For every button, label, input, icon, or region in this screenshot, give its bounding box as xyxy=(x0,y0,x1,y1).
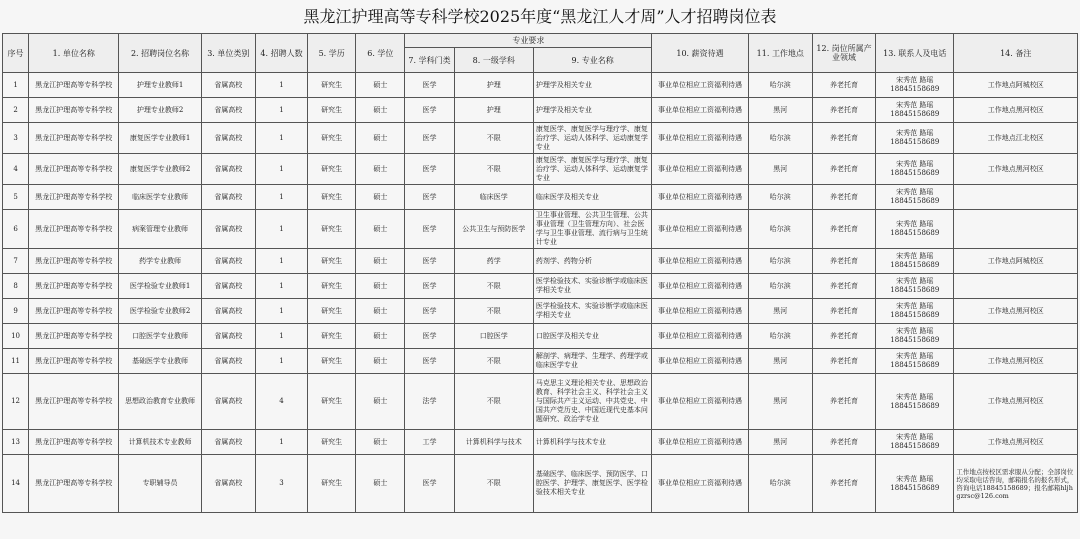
cell-position: 口腔医学专业教师 xyxy=(119,324,201,349)
cell-seq: 1 xyxy=(3,73,29,98)
cell-location: 哈尔滨 xyxy=(748,210,812,249)
cell-category: 医学 xyxy=(405,123,454,154)
cell-education: 研究生 xyxy=(308,73,356,98)
cell-unit-name: 黑龙江护理高等专科学校 xyxy=(29,430,119,455)
cell-remark xyxy=(954,324,1078,349)
cell-remark: 工作地点阿城校区 xyxy=(954,249,1078,274)
cell-count: 1 xyxy=(255,299,307,324)
cell-remark: 工作地点黑河校区 xyxy=(954,374,1078,430)
cell-seq: 8 xyxy=(3,274,29,299)
cell-unit-type: 省属高校 xyxy=(201,210,255,249)
cell-contact xyxy=(876,123,954,154)
cell-unit-name: 黑龙江护理高等专科学校 xyxy=(29,274,119,299)
cell-category: 医学 xyxy=(405,299,454,324)
cell-first-level: 不限 xyxy=(454,299,533,324)
cell-remark: 工作地点黑河校区 xyxy=(954,349,1078,374)
cell-salary: 事业单位相应工资福利待遇 xyxy=(652,73,748,98)
cell-salary: 事业单位相应工资福利待遇 xyxy=(652,154,748,185)
page-title: 黑龙江护理高等专科学校2025年度“黑龙江人才周”人才招聘岗位表 xyxy=(303,7,777,26)
cell-remark: 工作地点按校区需求服从分配；全部岗位均采取电话咨询，邮箱报名的报名形式，咨询电话18845158689；报名邮箱hljhgzrsc@126.com xyxy=(954,455,1078,513)
cell-unit-name: 黑龙江护理高等专科学校 xyxy=(29,374,119,430)
cell-position: 护理专业教师2 xyxy=(119,98,201,123)
cell-first-level: 不限 xyxy=(454,123,533,154)
cell-first-level: 临床医学 xyxy=(454,185,533,210)
recruitment-table xyxy=(2,33,1078,513)
table-row xyxy=(3,123,1078,154)
contact-phone: 18845158689 xyxy=(890,197,940,205)
cell-industry: 养老托育 xyxy=(812,123,875,154)
cell-industry: 养老托育 xyxy=(812,249,875,274)
cell-unit-name: 黑龙江护理高等专科学校 xyxy=(29,210,119,249)
cell-industry: 养老托育 xyxy=(812,455,875,513)
cell-first-level: 不限 xyxy=(454,349,533,374)
cell-category: 法学 xyxy=(405,374,454,430)
cell-unit-type: 省属高校 xyxy=(201,374,255,430)
cell-location: 哈尔滨 xyxy=(748,73,812,98)
cell-degree: 硕士 xyxy=(356,98,405,123)
cell-unit-name: 黑龙江护理高等专科学校 xyxy=(29,185,119,210)
cell-industry: 养老托育 xyxy=(812,324,875,349)
cell-salary: 事业单位相应工资福利待遇 xyxy=(652,455,748,513)
cell-count: 3 xyxy=(255,455,307,513)
cell-category: 医学 xyxy=(405,455,454,513)
cell-first-level: 公共卫生与预防医学 xyxy=(454,210,533,249)
cell-major-name: 医学检验技术、实验诊断学或临床医学相关专业 xyxy=(533,274,651,299)
cell-unit-name: 黑龙江护理高等专科学校 xyxy=(29,73,119,98)
cell-contact xyxy=(876,349,954,374)
cell-salary: 事业单位相应工资福利待遇 xyxy=(652,349,748,374)
contact-phone: 18845158689 xyxy=(890,336,940,344)
cell-salary: 事业单位相应工资福利待遇 xyxy=(652,324,748,349)
cell-salary: 事业单位相应工资福利待遇 xyxy=(652,274,748,299)
cell-industry: 养老托育 xyxy=(812,374,875,430)
cell-position: 医学检验专业教师2 xyxy=(119,299,201,324)
cell-industry: 养老托育 xyxy=(812,430,875,455)
cell-remark xyxy=(954,185,1078,210)
cell-contact xyxy=(876,430,954,455)
cell-seq: 5 xyxy=(3,185,29,210)
cell-count: 1 xyxy=(255,98,307,123)
cell-industry: 养老托育 xyxy=(812,73,875,98)
table-body xyxy=(3,73,1078,513)
cell-degree: 硕士 xyxy=(356,123,405,154)
cell-category: 医学 xyxy=(405,210,454,249)
cell-degree: 硕士 xyxy=(356,185,405,210)
cell-position: 专职辅导员 xyxy=(119,455,201,513)
cell-unit-type: 省属高校 xyxy=(201,324,255,349)
cell-category: 工学 xyxy=(405,430,454,455)
cell-major-name: 护理学及相关专业 xyxy=(533,73,651,98)
contact-name: 宋秀范 路瑶 xyxy=(896,220,934,228)
cell-position: 病案管理专业教师 xyxy=(119,210,201,249)
table-row xyxy=(3,274,1078,299)
cell-contact xyxy=(876,185,954,210)
contact-phone: 18845158689 xyxy=(890,261,940,269)
cell-industry: 养老托育 xyxy=(812,154,875,185)
cell-industry: 养老托育 xyxy=(812,299,875,324)
cell-seq: 14 xyxy=(3,455,29,513)
cell-major-name: 卫生事业管理、公共卫生管理、公共事业管理（卫生管理方向）、社会医学与卫生事业管理、流行病与卫生统计专业 xyxy=(533,210,651,249)
cell-industry: 养老托育 xyxy=(812,210,875,249)
cell-contact xyxy=(876,210,954,249)
cell-major-name: 护理学及相关专业 xyxy=(533,98,651,123)
cell-degree: 硕士 xyxy=(356,249,405,274)
table-row xyxy=(3,73,1078,98)
cell-count: 1 xyxy=(255,349,307,374)
cell-count: 4 xyxy=(255,374,307,430)
cell-first-level: 不限 xyxy=(454,154,533,185)
cell-remark: 工作地点黑河校区 xyxy=(954,98,1078,123)
cell-major-name: 解剖学、病理学、生理学、药理学或临床医学专业 xyxy=(533,349,651,374)
header-unit-name: 1. 单位名称 xyxy=(29,34,119,73)
cell-contact xyxy=(876,374,954,430)
cell-education: 研究生 xyxy=(308,455,356,513)
cell-education: 研究生 xyxy=(308,324,356,349)
cell-unit-type: 省属高校 xyxy=(201,274,255,299)
contact-name: 宋秀范 路瑶 xyxy=(896,277,934,285)
cell-unit-type: 省属高校 xyxy=(201,154,255,185)
contact-phone: 18845158689 xyxy=(890,311,940,319)
cell-unit-type: 省属高校 xyxy=(201,98,255,123)
cell-category: 医学 xyxy=(405,274,454,299)
contact-phone: 18845158689 xyxy=(890,442,940,450)
cell-position: 思想政治教育专业教师 xyxy=(119,374,201,430)
table-row xyxy=(3,299,1078,324)
cell-unit-type: 省属高校 xyxy=(201,73,255,98)
contact-name: 宋秀范 路瑶 xyxy=(896,433,934,441)
cell-first-level: 护理 xyxy=(454,98,533,123)
cell-unit-name: 黑龙江护理高等专科学校 xyxy=(29,123,119,154)
cell-major-name: 康复医学、康复医学与理疗学、康复治疗学、运动人体科学、运动康复学专业 xyxy=(533,154,651,185)
cell-degree: 硕士 xyxy=(356,210,405,249)
cell-education: 研究生 xyxy=(308,349,356,374)
cell-category: 医学 xyxy=(405,154,454,185)
cell-location: 黑河 xyxy=(748,374,812,430)
cell-degree: 硕士 xyxy=(356,154,405,185)
cell-unit-type: 省属高校 xyxy=(201,185,255,210)
cell-industry: 养老托育 xyxy=(812,349,875,374)
cell-salary: 事业单位相应工资福利待遇 xyxy=(652,299,748,324)
header-industry: 12. 岗位所属产业领域 xyxy=(812,34,875,73)
table-row xyxy=(3,98,1078,123)
header-education: 5. 学历 xyxy=(308,34,356,73)
cell-position: 康复医学专业教师1 xyxy=(119,123,201,154)
cell-remark: 工作地点黑河校区 xyxy=(954,154,1078,185)
cell-salary: 事业单位相应工资福利待遇 xyxy=(652,210,748,249)
cell-major-name: 医学检验技术、实验诊断学或临床医学相关专业 xyxy=(533,299,651,324)
contact-name: 宋秀范 路瑶 xyxy=(896,160,934,168)
cell-unit-name: 黑龙江护理高等专科学校 xyxy=(29,154,119,185)
cell-remark xyxy=(954,210,1078,249)
cell-unit-name: 黑龙江护理高等专科学校 xyxy=(29,349,119,374)
contact-name: 宋秀范 路瑶 xyxy=(896,76,934,84)
cell-degree: 硕士 xyxy=(356,430,405,455)
cell-seq: 4 xyxy=(3,154,29,185)
cell-degree: 硕士 xyxy=(356,324,405,349)
cell-count: 1 xyxy=(255,154,307,185)
cell-first-level: 不限 xyxy=(454,374,533,430)
cell-seq: 10 xyxy=(3,324,29,349)
header-unit-type: 3. 单位类别 xyxy=(201,34,255,73)
cell-location: 哈尔滨 xyxy=(748,249,812,274)
contact-phone: 18845158689 xyxy=(890,286,940,294)
cell-education: 研究生 xyxy=(308,249,356,274)
cell-first-level: 计算机科学与技术 xyxy=(454,430,533,455)
cell-major-name: 口腔医学及相关专业 xyxy=(533,324,651,349)
cell-location: 哈尔滨 xyxy=(748,274,812,299)
cell-location: 哈尔滨 xyxy=(748,324,812,349)
cell-remark: 工作地点黑河校区 xyxy=(954,299,1078,324)
cell-contact xyxy=(876,98,954,123)
header-contact: 13. 联系人及电话 xyxy=(876,34,954,73)
contact-name: 宋秀范 路瑶 xyxy=(896,129,934,137)
cell-location: 黑河 xyxy=(748,98,812,123)
cell-remark: 工作地点黑河校区 xyxy=(954,430,1078,455)
table-row xyxy=(3,349,1078,374)
cell-location: 黑河 xyxy=(748,299,812,324)
cell-education: 研究生 xyxy=(308,154,356,185)
header-category: 7. 学科门类 xyxy=(405,48,454,73)
cell-education: 研究生 xyxy=(308,98,356,123)
cell-location: 黑河 xyxy=(748,430,812,455)
cell-degree: 硕士 xyxy=(356,455,405,513)
cell-unit-type: 省属高校 xyxy=(201,349,255,374)
cell-industry: 养老托育 xyxy=(812,185,875,210)
cell-count: 1 xyxy=(255,185,307,210)
header-degree: 6. 学位 xyxy=(356,34,405,73)
contact-name: 宋秀范 路瑶 xyxy=(896,101,934,109)
cell-first-level: 药学 xyxy=(454,249,533,274)
cell-industry: 养老托育 xyxy=(812,98,875,123)
cell-seq: 7 xyxy=(3,249,29,274)
table-row xyxy=(3,185,1078,210)
cell-count: 1 xyxy=(255,430,307,455)
cell-first-level: 不限 xyxy=(454,274,533,299)
cell-unit-type: 省属高校 xyxy=(201,430,255,455)
contact-name: 宋秀范 路瑶 xyxy=(896,392,934,401)
cell-unit-type: 省属高校 xyxy=(201,299,255,324)
cell-first-level: 不限 xyxy=(454,455,533,513)
table-row xyxy=(3,324,1078,349)
contact-name: 宋秀范 路瑶 xyxy=(896,302,934,310)
cell-count: 1 xyxy=(255,210,307,249)
cell-location: 哈尔滨 xyxy=(748,455,812,513)
cell-count: 1 xyxy=(255,249,307,274)
cell-count: 1 xyxy=(255,123,307,154)
cell-industry: 养老托育 xyxy=(812,274,875,299)
cell-salary: 事业单位相应工资福利待遇 xyxy=(652,430,748,455)
contact-phone: 18845158689 xyxy=(890,110,940,118)
contact-phone: 18845158689 xyxy=(890,169,940,177)
cell-location: 哈尔滨 xyxy=(748,123,812,154)
cell-category: 医学 xyxy=(405,98,454,123)
contact-name: 宋秀范 路瑶 xyxy=(896,474,934,483)
cell-position: 护理专业教师1 xyxy=(119,73,201,98)
cell-contact xyxy=(876,324,954,349)
contact-phone: 18845158689 xyxy=(890,401,940,410)
cell-seq: 3 xyxy=(3,123,29,154)
contact-phone: 18845158689 xyxy=(890,138,940,146)
cell-position: 医学检验专业教师1 xyxy=(119,274,201,299)
cell-contact xyxy=(876,299,954,324)
cell-remark: 工作地点阿城校区 xyxy=(954,73,1078,98)
cell-unit-type: 省属高校 xyxy=(201,249,255,274)
cell-contact xyxy=(876,154,954,185)
header-first-level: 8. 一级学科 xyxy=(454,48,533,73)
table-row xyxy=(3,249,1078,274)
cell-count: 1 xyxy=(255,73,307,98)
cell-category: 医学 xyxy=(405,324,454,349)
cell-category: 医学 xyxy=(405,185,454,210)
contact-name: 宋秀范 路瑶 xyxy=(896,252,934,260)
cell-degree: 硕士 xyxy=(356,374,405,430)
cell-category: 医学 xyxy=(405,349,454,374)
cell-first-level: 口腔医学 xyxy=(454,324,533,349)
header-remark: 14. 备注 xyxy=(954,34,1078,73)
cell-remark: 工作地点江北校区 xyxy=(954,123,1078,154)
header-major-requirements: 专业要求 xyxy=(405,34,652,48)
header-major-name: 9. 专业名称 xyxy=(533,48,651,73)
contact-phone: 18845158689 xyxy=(890,85,940,93)
header-seq: 序号 xyxy=(3,34,29,73)
cell-education: 研究生 xyxy=(308,123,356,154)
cell-location: 黑河 xyxy=(748,154,812,185)
table-row xyxy=(3,430,1078,455)
header-position: 2. 招聘岗位名称 xyxy=(119,34,201,73)
cell-unit-name: 黑龙江护理高等专科学校 xyxy=(29,299,119,324)
table-row xyxy=(3,210,1078,249)
cell-education: 研究生 xyxy=(308,185,356,210)
cell-major-name: 康复医学、康复医学与理疗学、康复治疗学、运动人体科学、运动康复学专业 xyxy=(533,123,651,154)
cell-position: 临床医学专业教师 xyxy=(119,185,201,210)
cell-position: 药学专业教师 xyxy=(119,249,201,274)
cell-salary: 事业单位相应工资福利待遇 xyxy=(652,374,748,430)
cell-education: 研究生 xyxy=(308,210,356,249)
cell-seq: 9 xyxy=(3,299,29,324)
cell-seq: 11 xyxy=(3,349,29,374)
cell-count: 1 xyxy=(255,324,307,349)
cell-contact xyxy=(876,455,954,513)
cell-unit-name: 黑龙江护理高等专科学校 xyxy=(29,324,119,349)
cell-major-name: 基础医学、临床医学、预防医学、口腔医学、护理学、康复医学、医学检验技术相关专业 xyxy=(533,455,651,513)
cell-seq: 6 xyxy=(3,210,29,249)
cell-category: 医学 xyxy=(405,73,454,98)
cell-major-name: 药剂学、药物分析 xyxy=(533,249,651,274)
cell-count: 1 xyxy=(255,274,307,299)
cell-unit-type: 省属高校 xyxy=(201,455,255,513)
cell-major-name: 计算机科学与技术专业 xyxy=(533,430,651,455)
cell-position: 基础医学专业教师 xyxy=(119,349,201,374)
cell-salary: 事业单位相应工资福利待遇 xyxy=(652,185,748,210)
table-row xyxy=(3,374,1078,430)
cell-first-level: 护理 xyxy=(454,73,533,98)
cell-position: 康复医学专业教师2 xyxy=(119,154,201,185)
cell-seq: 12 xyxy=(3,374,29,430)
cell-seq: 2 xyxy=(3,98,29,123)
cell-unit-name: 黑龙江护理高等专科学校 xyxy=(29,249,119,274)
cell-contact xyxy=(876,73,954,98)
contact-name: 宋秀范 路瑶 xyxy=(896,327,934,335)
header-count: 4. 招聘人数 xyxy=(255,34,307,73)
cell-position: 计算机技术专业教师 xyxy=(119,430,201,455)
cell-contact xyxy=(876,249,954,274)
cell-location: 黑河 xyxy=(748,349,812,374)
cell-education: 研究生 xyxy=(308,274,356,299)
cell-degree: 硕士 xyxy=(356,349,405,374)
contact-phone: 18845158689 xyxy=(890,229,940,237)
cell-degree: 硕士 xyxy=(356,299,405,324)
cell-location: 哈尔滨 xyxy=(748,185,812,210)
header-location: 11. 工作地点 xyxy=(748,34,812,73)
cell-education: 研究生 xyxy=(308,299,356,324)
cell-major-name: 马克思主义理论相关专业、思想政治教育、科学社会主义、科学社会主义与国际共产主义运动、中共党史、中国共产党历史、中国近现代史基本问题研究、政治学专业 xyxy=(533,374,651,430)
cell-contact xyxy=(876,274,954,299)
table-row xyxy=(3,455,1078,513)
cell-unit-name: 黑龙江护理高等专科学校 xyxy=(29,455,119,513)
cell-education: 研究生 xyxy=(308,430,356,455)
cell-degree: 硕士 xyxy=(356,73,405,98)
contact-name: 宋秀范 路瑶 xyxy=(896,188,934,196)
contact-phone: 18845158689 xyxy=(890,361,940,369)
cell-salary: 事业单位相应工资福利待遇 xyxy=(652,98,748,123)
cell-degree: 硕士 xyxy=(356,274,405,299)
cell-unit-name: 黑龙江护理高等专科学校 xyxy=(29,98,119,123)
cell-salary: 事业单位相应工资福利待遇 xyxy=(652,249,748,274)
cell-education: 研究生 xyxy=(308,374,356,430)
header-salary: 10. 薪资待遇 xyxy=(652,34,748,73)
cell-category: 医学 xyxy=(405,249,454,274)
contact-phone: 18845158689 xyxy=(890,483,940,492)
contact-name: 宋秀范 路瑶 xyxy=(896,352,934,360)
cell-major-name: 临床医学及相关专业 xyxy=(533,185,651,210)
table-row xyxy=(3,154,1078,185)
cell-salary: 事业单位相应工资福利待遇 xyxy=(652,123,748,154)
cell-unit-type: 省属高校 xyxy=(201,123,255,154)
cell-seq: 13 xyxy=(3,430,29,455)
cell-remark xyxy=(954,274,1078,299)
